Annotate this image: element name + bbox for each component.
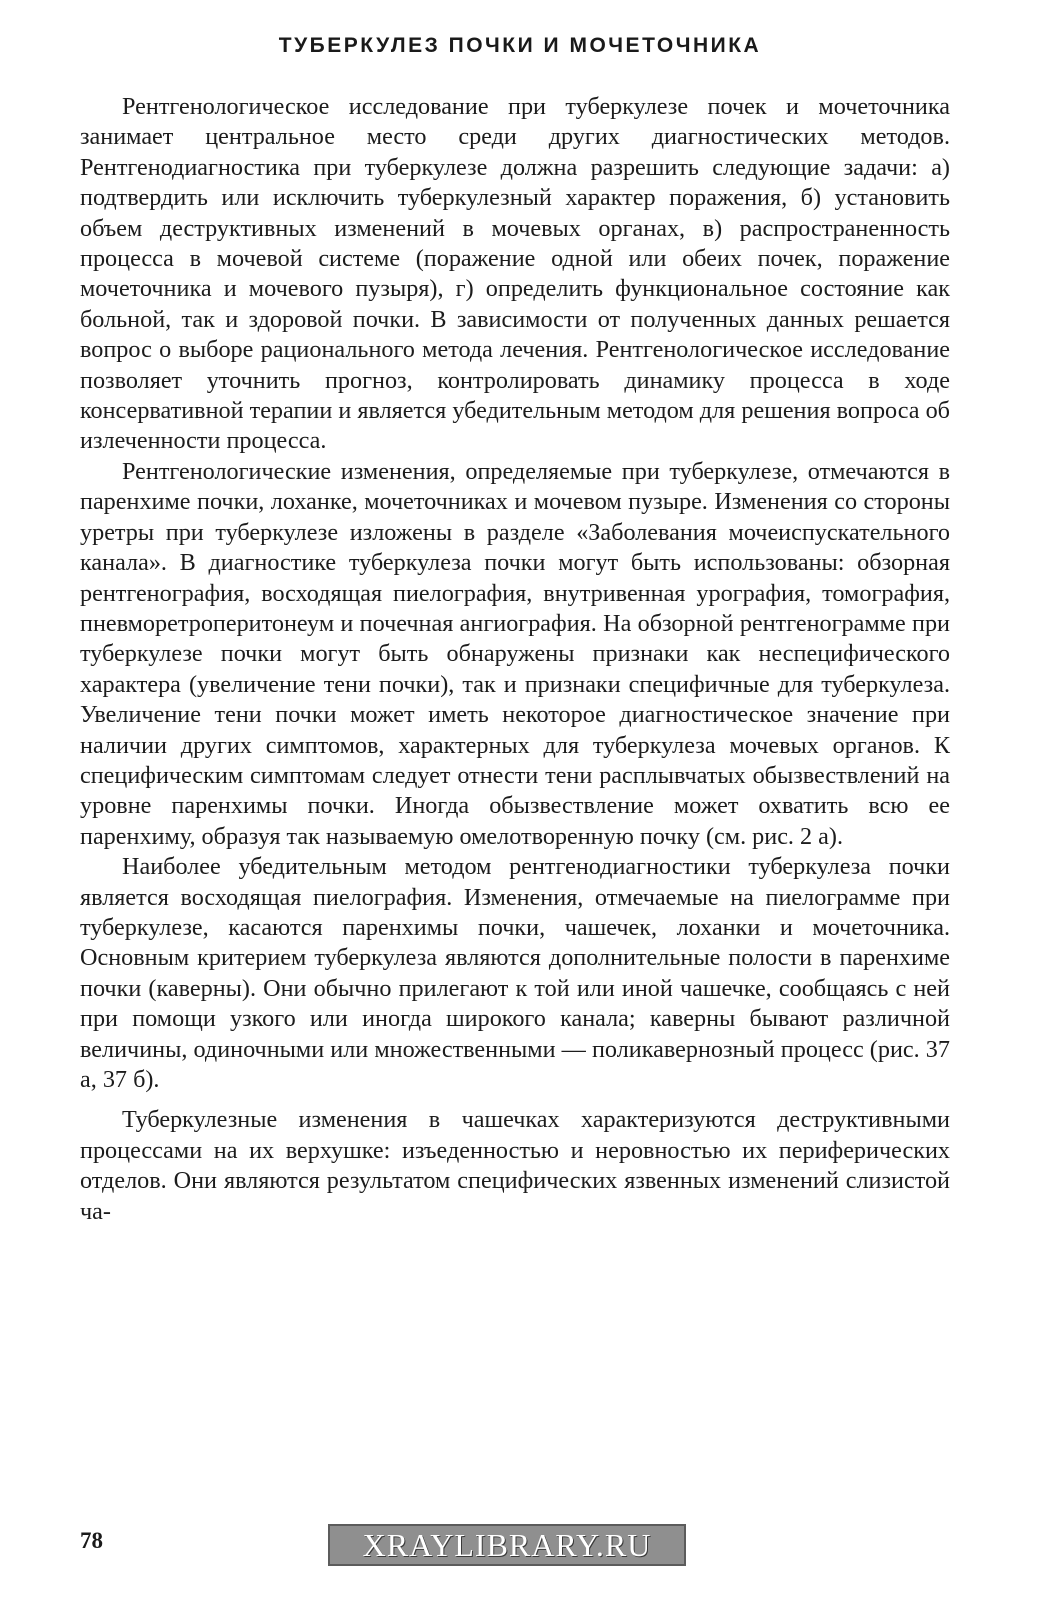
paragraph-2: Рентгенологические изменения, определяемые при туберкулезе, отмечаются в паренхиме почки, лоханке, мочеточниках и мочевом пузыре. Изменения со стороны уретры при туберкулезе изложены в разделе «Заболевания мочеиспускательного канала». В диагностике туберкулеза почки могут быть использованы: обзорная рентгенография, восходящая пиелография, внутривенная урография, томография, пневморетроперитонеум и почечная ангиография. На обзорной рентгенограмме при туберкулезе почки могут быть обнаружены признаки как неспецифического характера (увеличение тени почки), так и признаки специфичные для туберкулеза. Увеличение тени почки может иметь некоторое диагностическое значение при наличии других симптомов, характерных для туберкулеза мочевых органов. К специфическим симптомам следует отнести тени расплывчатых обызвествлений на уровне паренхимы почки. Иногда обызвествление может охватить всю ее паренхиму, образуя так называемую омелотворенную почку (см. рис. 2 а). (80, 457, 950, 850)
watermark-badge (328, 1524, 686, 1566)
page-title: ТУБЕРКУЛЕЗ ПОЧКИ И МОЧЕТОЧНИКА (278, 34, 762, 57)
paragraph-3: Наиболее убедительным методом рентгенодиагностики туберкулеза почки является восходящая пиелография. Изменения, отмечаемые на пиелограмме при туберкулезе, касаются паренхимы почки, чашечек, лоханки и мочеточника. Основным критерием туберкулеза являются дополнительные полости в паренхиме почки (каверны). Они обычно прилегают к той или иной чашечке, сообщаясь с ней при помощи узкого или иногда широкого канала; каверны бывают различной величины, одиночными или множественными — поликавернозный процесс (рис. 37 а, 37 б). (80, 853, 950, 1093)
watermark-text: XRAYLIBRARY.RU (362, 1526, 652, 1563)
paragraph-1: Рентгенологическое исследование при туберкулезе почек и мочеточника занимает центральное место среди других диагностических методов. Рентгенодиагностика при туберкулезе должна разрешить следующие задачи: а) подтвердить или исключить туберкулезный характер поражения, б) установить объем деструктивных изменений в мочевых органах, в) распространенность процесса в мочевой системе (поражение одной или обеих почек, поражение мочеточника и мочевого пузыря), г) определить функциональное состояние как больной, так и здоровой почки. В зависимости от полученных данных решается вопрос о выборе рационального метода лечения. Рентгенологическое исследование позволяет уточнить прогноз, контролировать динамику процесса в ходе консервативной терапии и является убедительным методом для решения вопроса об излеченности процесса. (80, 93, 950, 455)
paragraph-4: Туберкулезные изменения в чашечках характеризуются деструктивными процессами на их верхушке: изъеденностью и неровностью их периферических отделов. Они являются результатом специфических язвенных изменений слизистой ча- (80, 1106, 950, 1225)
page-number: 78 (80, 1528, 103, 1553)
body-text (80, 92, 950, 1227)
